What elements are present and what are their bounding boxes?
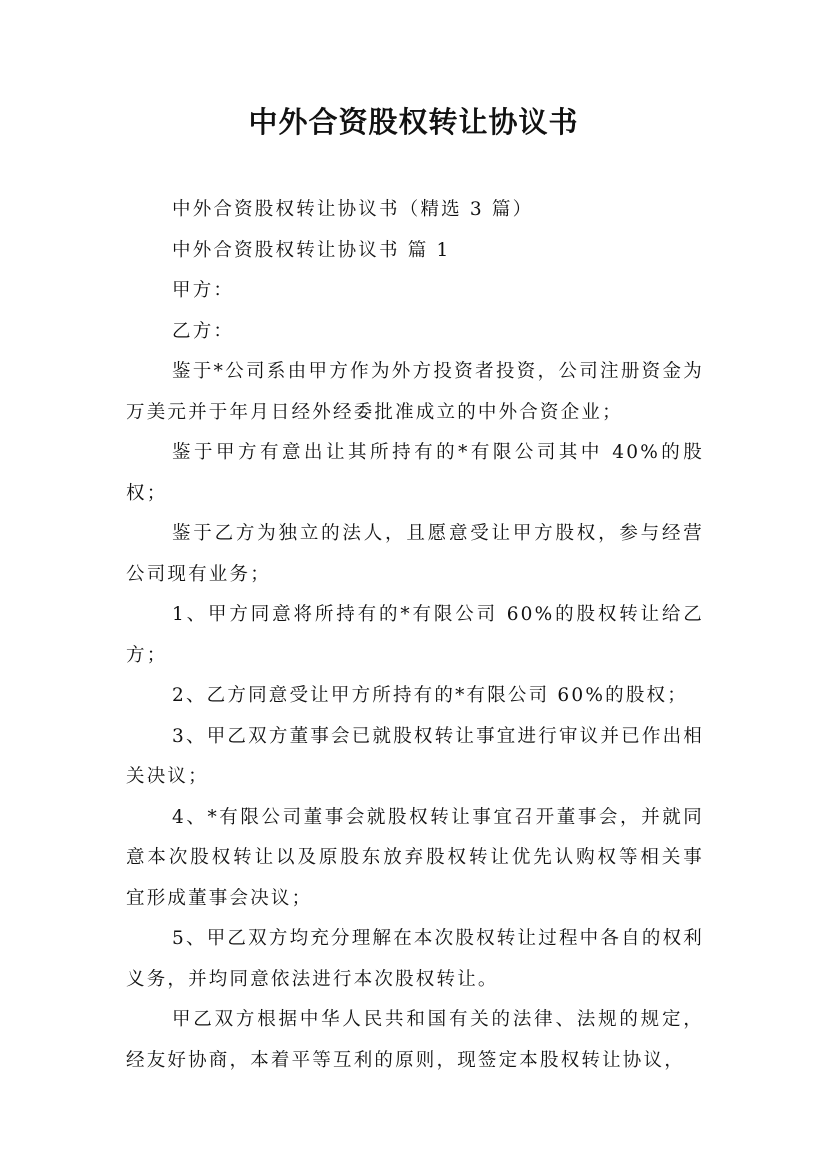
paragraph-party-a: 甲方： xyxy=(172,280,235,301)
paragraph-item-4: 4、*有限公司董事会就股权转让事宜召开董事会，并就同意本次股权转让以及原股东放弃股权转让优先认购权等相关事宜形成董事会决议； xyxy=(126,806,704,909)
paragraph-whereas-3: 鉴于乙方为独立的法人，且愿意受让甲方股权，参与经营公司现有业务； xyxy=(126,523,704,585)
paragraph-item-2: 2、乙方同意受让甲方所持有的*有限公司 60%的股权； xyxy=(172,685,688,706)
document-title: 中外合资股权转让协议书 xyxy=(248,105,579,139)
paragraph-section-heading: 中外合资股权转让协议书 篇 1 xyxy=(172,239,451,261)
document-body xyxy=(126,190,704,1081)
paragraph-item-3: 3、甲乙双方董事会已就股权转让事宜进行审议并已作出相关决议； xyxy=(126,725,704,787)
paragraph-agreement-intro: 甲乙双方根据中华人民共和国有关的法律、法规的规定，经友好协商，本着平等互利的原则，现签定本股权转让协议， xyxy=(126,1009,704,1071)
paragraph-item-5: 5、甲乙双方均充分理解在本次股权转让过程中各自的权利义务，并均同意依法进行本次股权转让。 xyxy=(126,928,704,990)
paragraph-subtitle: 中外合资股权转让协议书（精选 3 篇） xyxy=(172,199,534,220)
paragraph-item-1: 1、甲方同意将所持有的*有限公司 60%的股权转让给乙方； xyxy=(126,604,704,666)
paragraph-party-b: 乙方： xyxy=(172,320,235,342)
paragraph-whereas-1: 鉴于*公司系由甲方作为外方投资者投资，公司注册资金为万美元并于年月日经外经委批准成立的中外合资企业； xyxy=(126,361,704,423)
paragraph-whereas-2: 鉴于甲方有意出让其所持有的*有限公司其中 40%的股权； xyxy=(126,442,704,504)
